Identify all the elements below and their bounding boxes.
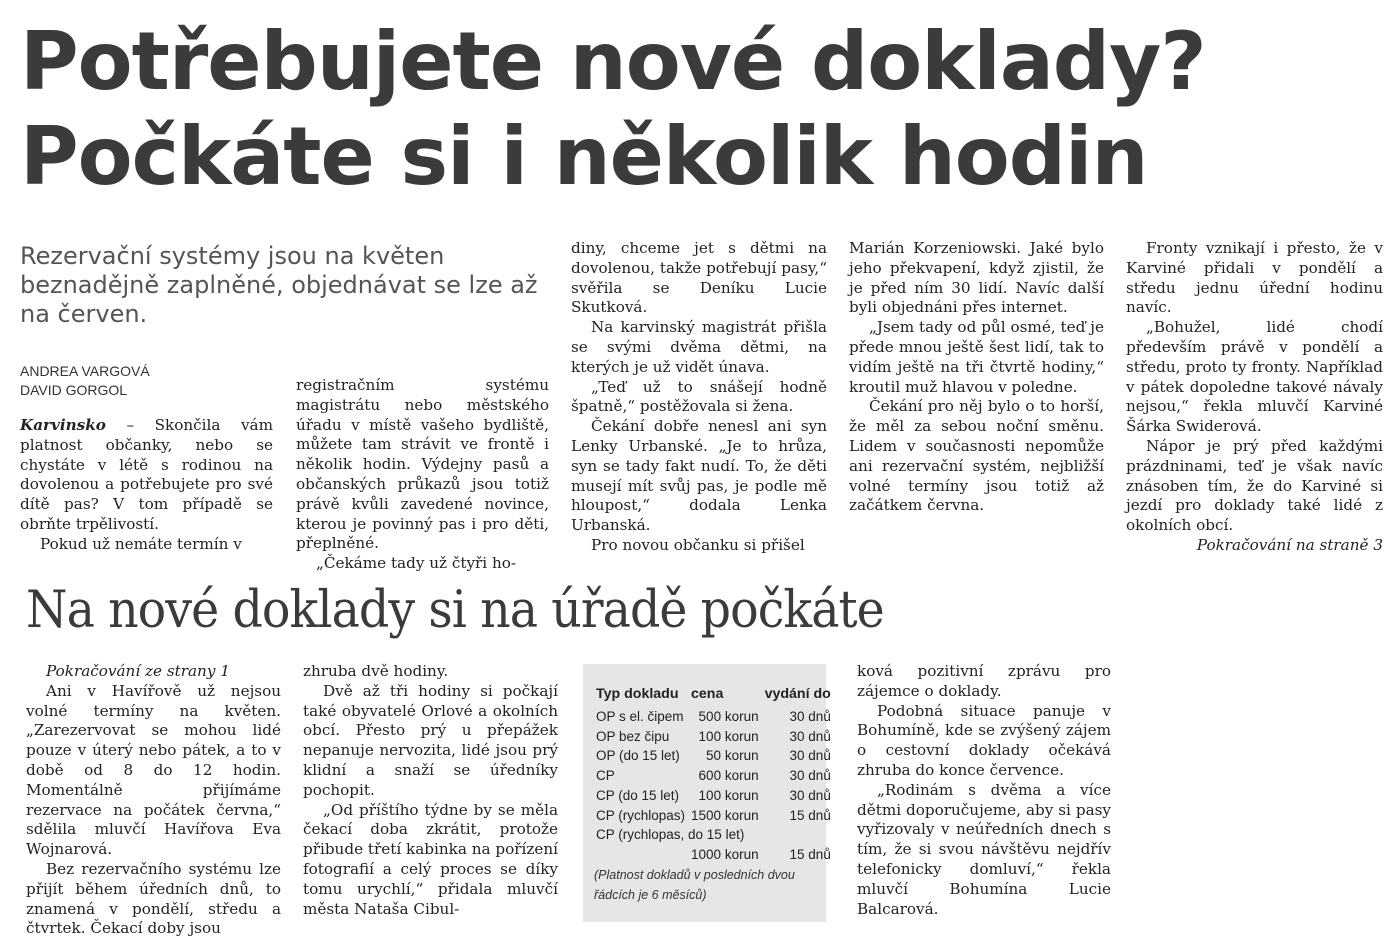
table-row (593, 845, 834, 865)
article2-column-4 (857, 662, 1111, 919)
paragraph: Pro novou občanku si přišel (591, 535, 805, 554)
doc-type: CP (596, 768, 615, 784)
table-header-row (593, 682, 834, 707)
article1-column-2 (296, 376, 549, 574)
table-row (593, 707, 834, 727)
paragraph: registračním systému magistrátu nebo městského úřadu v místě vašeho bydliště, můžete tam strávit ve frontě i několik hodin. Výdejny pasů a občanských průkazů jsou totiž právě kvůli zavedené novince, kterou je povinný pas i pro děti, přeplněné. (296, 376, 549, 553)
doc-price: 1500 korun (691, 807, 759, 823)
lead-paragraph: Rezervační systémy jsou na květen beznadějně zaplněné, objednávat se lze až na červen. (20, 242, 538, 328)
doc-type: OP (do 15 let) (596, 748, 680, 764)
article2-column-1 (26, 662, 281, 939)
dateline-place: Karvinsko (20, 416, 106, 434)
table-row (593, 786, 834, 806)
doc-price: 100 korun (698, 787, 759, 803)
table-row (593, 727, 834, 747)
paragraph: „Teď už to snášejí hodně špatně,“ postěžovala si žena. (571, 377, 827, 416)
table-row (593, 825, 834, 845)
continued-on-page: Pokračování na straně 3 (1196, 535, 1383, 554)
byline (20, 362, 150, 400)
paragraph: zhruba dvě hodiny. (303, 662, 449, 680)
table-row (593, 746, 834, 766)
article1-column-4 (849, 239, 1104, 516)
doc-days: 30 dnů (789, 787, 831, 803)
paragraph: diny, chceme jet s dětmi na dovolenou, takže potřebují pasy,“ svěřila se Deníku Lucie Skutková. (571, 239, 827, 317)
doc-type: CP (rychlopas) (596, 807, 686, 823)
doc-price: 500 korun (698, 709, 759, 724)
paragraph: „Jsem tady od půl osmé, teď je přede mnou ještě šest lidí, tak to vidím ještě na tři čtvrtě hodiny,“ kroutil muž hlavou v poledne. (849, 318, 1104, 396)
table-row (593, 766, 834, 786)
paragraph: – Skončila vám platnost občanky, nebo se chystáte v létě s rodinou na dovolenou a potřebujete pro své dítě pas? V tom případě se obrňte trpělivostí. (20, 416, 273, 533)
column-header: Typ dokladu (596, 686, 679, 702)
doc-type: OP bez čipu (596, 728, 670, 744)
article1-column-3 (571, 239, 827, 556)
author-1: ANDREA VARGOVÁ (20, 363, 150, 379)
continued-from-page: Pokračování ze strany 1 (46, 662, 230, 680)
doc-type: CP (rychlopas, do 15 let) (596, 827, 745, 843)
secondary-headline: Na nové doklady si na úřadě počkáte (26, 581, 884, 640)
paragraph: Podobná situace panuje v Bohumíně, kde se zvýšený zájem o cestovní doklady očekává zhruba do konce července. (857, 701, 1111, 779)
paragraph: „Rodinám s dvěma a více dětmi doporučujeme, aby si pasy vyřizovaly v neúředních dnech s tím, že si svou návštěvu nejdřív telefonicky domluví,“ řekla mluvčí Bohumína Lucie Balcarová. (857, 780, 1111, 918)
paragraph: Nápor je prý před každými prázdninami, teď je však navíc znásoben tím, že do Karviné si jezdí pro doklady také lidé z okolních obcí. (1126, 436, 1383, 535)
article1-column-1 (20, 416, 273, 555)
paragraph: Pokud už nemáte termín v (40, 534, 242, 553)
doc-days: 30 dnů (789, 768, 831, 784)
table-note (594, 865, 826, 905)
column-header: vydání do (764, 686, 831, 702)
paragraph: „Od příštího týdne by se měla čekací doba zkrátit, protože přibude třetí kabinka na pořízení fotografií a celý proces se díky tomu urychlí,“ přidala mluvčí města Nataša Cibul- (303, 800, 558, 918)
doc-days: 30 dnů (789, 748, 831, 764)
table-row (593, 806, 834, 826)
doc-days: 30 dnů (789, 709, 831, 724)
doc-type: OP s el. čipem (596, 709, 684, 724)
paragraph: „Bohužel, lidé chodí především právě v pondělí a středu, proto ty fronty. Například v pátek dopoledne takové návaly nejsou,“ řekla mluvčí Karviné Šárka Swiderová. (1126, 318, 1383, 436)
paragraph: Marián Korzeniowski. Jaké bylo jeho překvapení, když zjistil, že je před ním 30 lidí. Navíc další byli objednáni přes internet. (849, 239, 1104, 317)
paragraph: Čekání dobře nenesl ani syn Lenky Urbanské. „Je to hrůza, syn se tady fakt nudí. To, že děti musejí mít svůj pas, je podle mě hloupost,“ dodala Lenka Urbanská. (571, 417, 827, 535)
paragraph: „Čekáme tady už čtyři ho- (316, 554, 517, 573)
doc-price: 100 korun (698, 728, 759, 744)
paragraph: Ani v Havířově už nejsou volné termíny na květen. „Zarezervovat se mohou lidé pouze v úterý nebo pátek, a to v době od 8 do 12 hodin. Momentálně přijímáme rezervace na počátek června,“ sdělila mluvčí Havířova Eva Wojnarová. (26, 681, 281, 859)
doc-price: 600 korun (698, 768, 759, 784)
doc-price: 1000 korun (691, 846, 759, 862)
paragraph: Dvě až tři hodiny si počkají také obyvatelé Orlové a okolních obcí. Přesto prý u přepážek nepanuje nervozita, lidé jsou prý klidní a snaží se úředníky pochopit. (303, 681, 558, 799)
fees-table-box (583, 664, 831, 922)
headline-line-1: Potřebujete nové doklady? (20, 15, 1206, 108)
column-header: cena (691, 686, 724, 702)
main-headline (20, 14, 1206, 204)
article2-column-2 (303, 662, 558, 919)
article1-column-5 (1126, 239, 1383, 556)
paragraph: Čekání pro něj bylo o to horší, že měl za sebou noční směnu. Lidem v současnosti nepomůže ani rezervační systém, nejbližší volné termíny jsou totiž až začátkem června. (849, 397, 1104, 515)
paragraph: ková pozitivní zprávu pro zájemce o doklady. (857, 662, 1111, 700)
paragraph: Bez rezervačního systému lze přijít během úředních dnů, to znamená v pondělí, středu a čtvrtek. Čekací doby jsou (26, 859, 281, 938)
fees-table (593, 682, 834, 865)
doc-days: 15 dnů (789, 807, 831, 823)
doc-days: 30 dnů (789, 728, 831, 744)
author-2: DAVID GORGOL (20, 382, 128, 398)
table-note-text: (Platnost dokladů v posledních dvou řádcích je 6 měsíců) (594, 867, 795, 902)
paragraph: Na karvinský magistrát přišla se svými dvěma dětmi, na kterých je už vidět únava. (571, 318, 827, 376)
doc-price: 50 korun (706, 748, 759, 764)
doc-days: 15 dnů (789, 846, 831, 862)
doc-type: CP (do 15 let) (596, 787, 680, 803)
paragraph: Fronty vznikají i přesto, že v Karviné přidali v pondělí a středu jednu úřední hodinu navíc. (1126, 239, 1383, 317)
headline-line-2: Počkáte si i několik hodin (20, 110, 1148, 203)
